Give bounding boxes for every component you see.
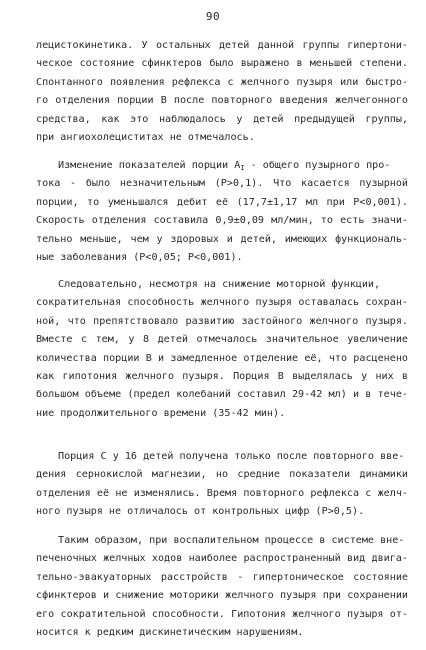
- subscript: I: [240, 164, 245, 172]
- text-fragment: Изменение показателей порции А: [58, 160, 241, 171]
- text-line: количества порции В и замедленное отделение её, что расценено: [36, 352, 408, 364]
- text-line: го отделения порции В после повторного введения желчегонного: [36, 95, 408, 107]
- text-line: Вместе с тем, у 8 детей отмечалось значительное увеличение: [36, 334, 408, 346]
- text-line: отделения её не изменялись. Время повторного рефлекса с желч-: [36, 487, 408, 499]
- text-line: ного пузыря не отличалось от контрольных цифр (Р>0,5).: [36, 506, 365, 518]
- text-line: сфинктеров и снижение моторики желчного пузыря при сохранении: [36, 590, 408, 602]
- text-line: средства, как это наблюдалось у детей предыдущей группы,: [36, 113, 408, 125]
- text-line: как гипотония желчного пузыря. Порция В выделялась у них в: [36, 370, 408, 382]
- text-line: дения сернокислой магнезии, но средние показатели динамики: [36, 469, 408, 481]
- page-number: 90: [205, 10, 221, 23]
- text-line: ческое состояние сфинктеров было выражено в меньшей степени.: [36, 58, 408, 70]
- text-line: ные заболевания (Р<0,05; Р<0,001).: [36, 251, 243, 263]
- text-line: носится к редким дискинетическим нарушениям.: [36, 626, 304, 638]
- text-line: ние продолжительного времени (35-42 мин).: [36, 407, 286, 419]
- text-line: порции, то уменьшался дебит её (17,7±1,17 мл при Р<0,001).: [36, 196, 408, 208]
- text-line: большом объеме (предел колебаний составил 29-42 мл) и в тече-: [36, 389, 408, 401]
- text-line: печеночных желчных ходов наиболее распространенный вид двига-: [36, 553, 408, 565]
- text-line: тока - было незначительным (Р>0,1). Что касается пузырной: [36, 178, 408, 190]
- text-line: ной, что препятствовало развитию застойного желчного пузыря.: [36, 315, 408, 327]
- paragraph-3: [36, 276, 408, 423]
- text-line: Порция С у 16 детей получена только после повторного вве-: [58, 451, 405, 462]
- text-line: Скорость отделения составила 0,9±0,09 мл/мин, то есть значи-: [36, 215, 408, 227]
- text-line: его сократительной способности. Гипотония желчного пузыря от-: [36, 608, 408, 620]
- text-line: лецистокинетика. У остальных детей данной группы гипертони-: [36, 40, 408, 51]
- paragraph-1: [36, 37, 408, 147]
- text-fragment: - общего пузырного про-: [244, 160, 391, 171]
- text-line: сократительная способность желчного пузыря оставалась сохран-: [36, 297, 408, 309]
- paragraph-4: [36, 448, 408, 522]
- text-line: при ангиохолециститах не отмечалось.: [36, 131, 255, 143]
- text-line: тельно-эвакуаторных расстройств - гипертоническое состояние: [36, 571, 408, 583]
- text-line: Таким образом, при воспалительном процессе в системе вне-: [58, 535, 405, 546]
- paragraph-5: [36, 532, 408, 642]
- text-line: тельно меньше, чем у здоровых и детей, имеющих функциональ-: [36, 233, 408, 245]
- text-line: Следовательно, несмотря на снижение моторной функции,: [58, 279, 381, 290]
- paragraph-2: [36, 157, 408, 267]
- text-line: [36, 157, 408, 175]
- text-line: Спонтанного появления рефлекса с желчного пузыря или быстро-: [36, 76, 408, 88]
